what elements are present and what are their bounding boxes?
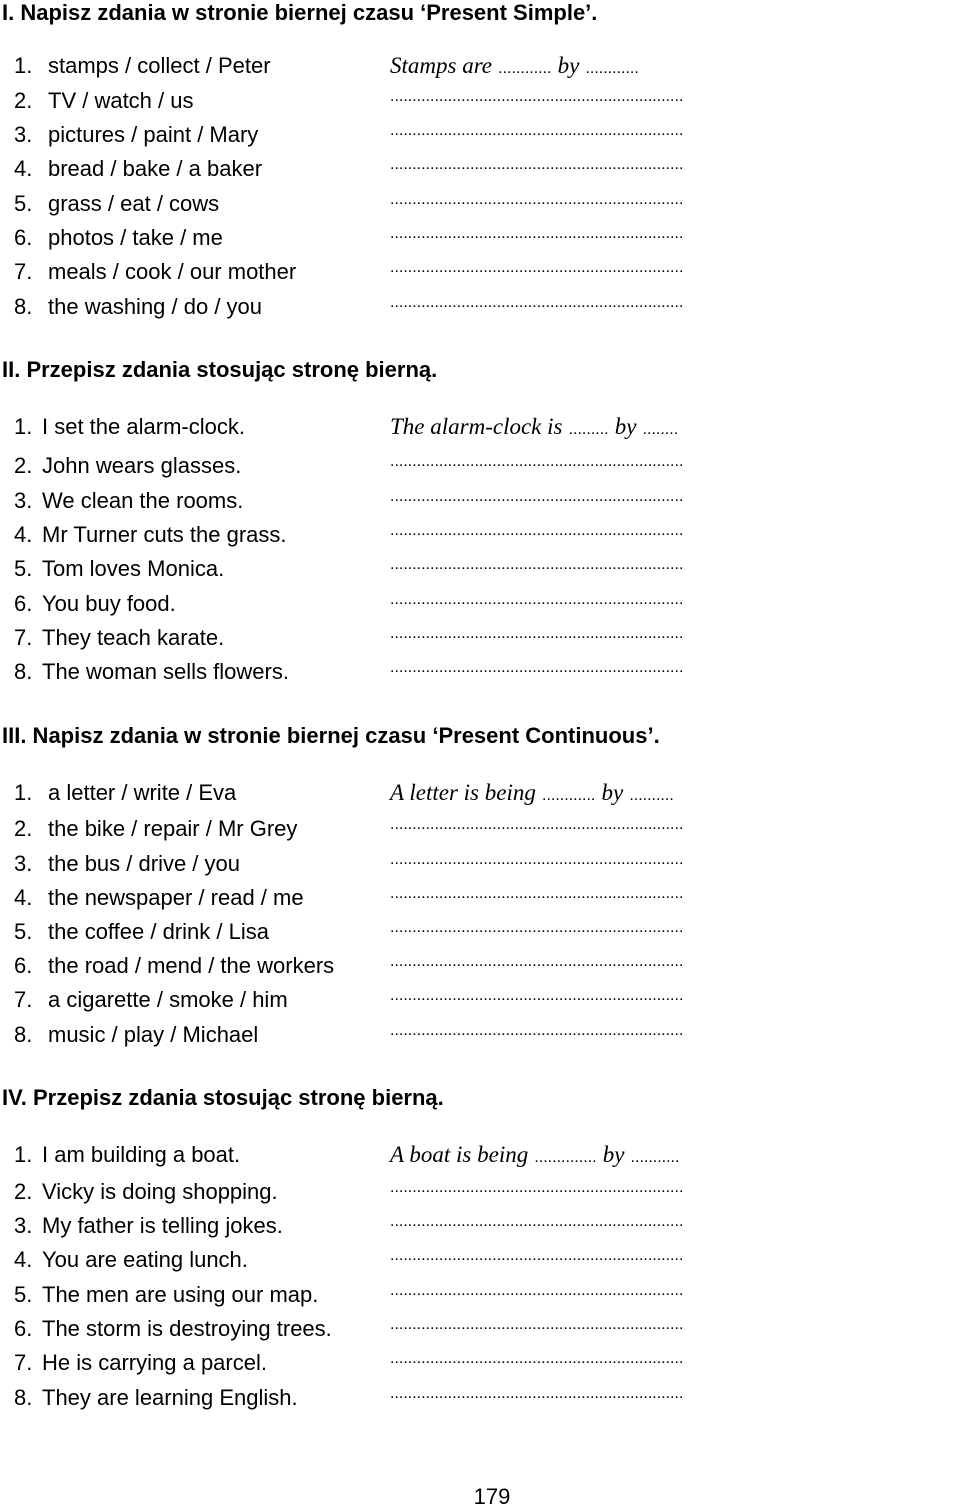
blank: ........... (630, 1149, 680, 1166)
item-number: 6. (14, 953, 33, 978)
item-number: 3. (14, 851, 33, 876)
by-word: by (557, 53, 580, 78)
blank: .................................................................. (390, 294, 684, 311)
blank: .................................................................. (390, 851, 684, 868)
item-prompt: stamps / collect / Peter (48, 53, 271, 78)
list-item (0, 1142, 960, 1172)
blank: .................................................................. (390, 591, 684, 608)
list-item (0, 1316, 960, 1346)
list-item (0, 156, 960, 186)
blank: ........ (642, 421, 679, 438)
item-prompt: bread / bake / a baker (48, 156, 263, 181)
blank: .................................................................. (390, 122, 684, 139)
list-item (0, 488, 960, 518)
list-item (0, 780, 960, 810)
list-item (0, 953, 960, 983)
list-item (0, 1350, 960, 1380)
blank: .................................................................. (390, 919, 684, 936)
item-prompt: The storm is destroying trees. (42, 1316, 332, 1341)
blank: ......... (568, 421, 609, 438)
page-number: 179 (473, 1484, 511, 1509)
item-number: 1. (14, 1142, 33, 1167)
item-prompt: Vicky is doing shopping. (42, 1179, 278, 1204)
section-3-title: III. Napisz zdania w stronie biernej czasu ‘Present Continuous’. (2, 723, 660, 748)
blank: .................................................................. (390, 88, 684, 105)
blank: .................................................................. (390, 1247, 684, 1264)
item-number: 2. (14, 453, 33, 478)
item-number: 3. (14, 1213, 33, 1238)
item-number: 2. (14, 1179, 33, 1204)
item-prompt: Tom loves Monica. (42, 556, 225, 581)
item-number: 5. (14, 556, 33, 581)
blank: .................................................................. (390, 1385, 684, 1402)
section-1-title: I. Napisz zdania w stronie biernej czasu ‘Present Simple’. (2, 0, 598, 25)
blank: .................................................................. (390, 816, 684, 833)
list-item (0, 1179, 960, 1209)
item-prompt: photos / take / me (48, 225, 223, 250)
blank: .................................................................. (390, 556, 684, 573)
list-item (0, 885, 960, 915)
list-item (0, 625, 960, 655)
item-number: 1. (14, 53, 33, 78)
item-number: 2. (14, 816, 33, 841)
item-prompt: TV / watch / us (48, 88, 194, 113)
blank: .................................................................. (390, 453, 684, 470)
answer-line (390, 414, 678, 440)
blank: .................................................................. (390, 625, 684, 642)
item-prompt: pictures / paint / Mary (48, 122, 259, 147)
item-number: 6. (14, 591, 33, 616)
item-number: 6. (14, 225, 33, 250)
list-item (0, 1022, 960, 1052)
list-item (0, 851, 960, 881)
by-word: by (602, 1142, 625, 1167)
item-prompt: Mr Turner cuts the grass. (42, 522, 287, 547)
item-prompt: the coffee / drink / Lisa (48, 919, 269, 944)
list-item (0, 1213, 960, 1243)
item-number: 4. (14, 1247, 33, 1272)
item-number: 5. (14, 1282, 33, 1307)
item-prompt: a cigarette / smoke / him (48, 987, 288, 1012)
blank: .................................................................. (390, 1213, 684, 1230)
item-number: 8. (14, 659, 33, 684)
list-item (0, 556, 960, 586)
list-item (0, 88, 960, 118)
item-prompt: grass / eat / cows (48, 191, 220, 216)
item-number: 5. (14, 919, 33, 944)
blank: .......... (629, 787, 674, 804)
list-item (0, 122, 960, 152)
item-number: 1. (14, 414, 33, 439)
answer-starter: A boat is being (390, 1142, 529, 1167)
answer-starter: Stamps are (390, 53, 493, 78)
answer-line (390, 780, 674, 806)
item-prompt: We clean the rooms. (42, 488, 244, 513)
list-item (0, 225, 960, 255)
list-item (0, 1385, 960, 1415)
list-item (0, 414, 960, 444)
section-2-title: II. Przepisz zdania stosując stronę bierną. (2, 357, 438, 382)
item-prompt: The men are using our map. (42, 1282, 319, 1307)
list-item (0, 294, 960, 324)
blank: .................................................................. (390, 225, 684, 242)
blank: ............ (585, 60, 639, 77)
item-number: 8. (14, 1022, 33, 1047)
blank: .................................................................. (390, 522, 684, 539)
item-number: 3. (14, 488, 33, 513)
blank: .................................................................. (390, 1022, 684, 1039)
item-number: 8. (14, 1385, 33, 1410)
item-number: 7. (14, 625, 33, 650)
blank: .................................................................. (390, 156, 684, 173)
item-prompt: music / play / Michael (48, 1022, 259, 1047)
list-item (0, 591, 960, 621)
section-4-title: IV. Przepisz zdania stosując stronę bierną. (2, 1085, 444, 1110)
blank: .................................................................. (390, 987, 684, 1004)
blank: .................................................................. (390, 1179, 684, 1196)
item-prompt: The woman sells flowers. (42, 659, 289, 684)
list-item (0, 659, 960, 689)
blank: .................................................................. (390, 191, 684, 208)
item-prompt: John wears glasses. (42, 453, 242, 478)
answer-starter: The alarm-clock is (390, 414, 563, 439)
list-item (0, 453, 960, 483)
blank: .................................................................. (390, 1316, 684, 1333)
item-number: 6. (14, 1316, 33, 1341)
list-item (0, 919, 960, 949)
list-item (0, 191, 960, 221)
by-word: by (601, 780, 624, 805)
item-number: 4. (14, 885, 33, 910)
item-prompt: You are eating lunch. (42, 1247, 248, 1272)
list-item (0, 987, 960, 1017)
item-number: 4. (14, 522, 33, 547)
list-item (0, 1247, 960, 1277)
by-word: by (614, 414, 637, 439)
list-item (0, 522, 960, 552)
item-prompt: meals / cook / our mother (48, 259, 297, 284)
blank: .................................................................. (390, 488, 684, 505)
item-prompt: a letter / write / Eva (48, 780, 237, 805)
item-prompt: He is carrying a parcel. (42, 1350, 267, 1375)
item-number: 1. (14, 780, 33, 805)
answer-line (390, 53, 639, 79)
list-item (0, 816, 960, 846)
item-number: 7. (14, 987, 33, 1012)
blank: .............. (534, 1149, 597, 1166)
item-prompt: the washing / do / you (48, 294, 263, 319)
blank: ............ (542, 787, 596, 804)
item-prompt: They teach karate. (42, 625, 225, 650)
item-prompt: the bus / drive / you (48, 851, 240, 876)
blank: .................................................................. (390, 1282, 684, 1299)
list-item (0, 53, 960, 83)
item-number: 5. (14, 191, 33, 216)
item-number: 2. (14, 88, 33, 113)
blank: ............ (498, 60, 552, 77)
item-prompt: My father is telling jokes. (42, 1213, 283, 1238)
answer-line (390, 1142, 679, 1168)
list-item (0, 259, 960, 289)
item-number: 7. (14, 259, 33, 284)
item-number: 3. (14, 122, 33, 147)
item-prompt: the newspaper / read / me (48, 885, 304, 910)
list-item (0, 1282, 960, 1312)
blank: .................................................................. (390, 1350, 684, 1367)
item-number: 8. (14, 294, 33, 319)
item-prompt: the bike / repair / Mr Grey (48, 816, 298, 841)
blank: .................................................................. (390, 659, 684, 676)
item-prompt: I am building a boat. (42, 1142, 241, 1167)
item-prompt: I set the alarm-clock. (42, 414, 245, 439)
blank: .................................................................. (390, 953, 684, 970)
item-number: 7. (14, 1350, 33, 1375)
answer-starter: A letter is being (390, 780, 536, 805)
item-prompt: They are learning English. (42, 1385, 298, 1410)
blank: .................................................................. (390, 885, 684, 902)
blank: .................................................................. (390, 259, 684, 276)
item-prompt: the road / mend / the workers (48, 953, 335, 978)
item-number: 4. (14, 156, 33, 181)
item-prompt: You buy food. (42, 591, 176, 616)
